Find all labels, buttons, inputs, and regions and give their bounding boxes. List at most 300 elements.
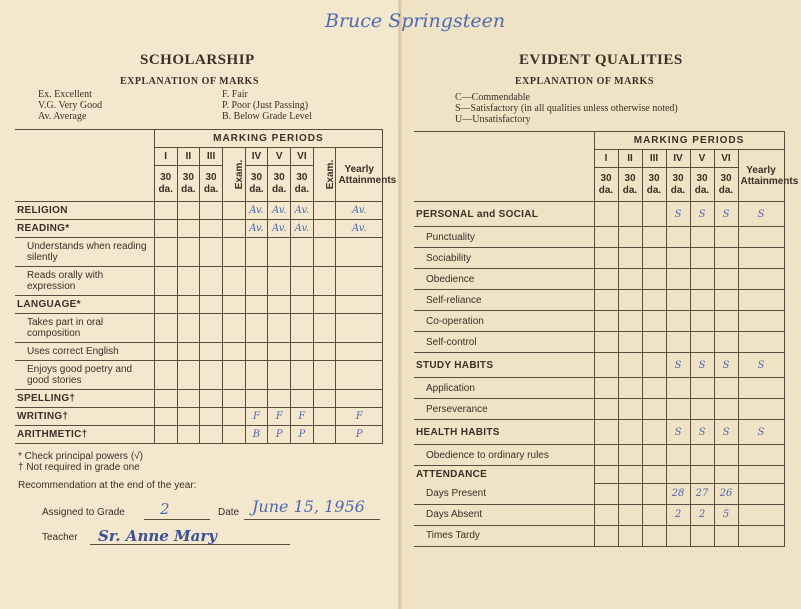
attendance-blank [594, 466, 618, 484]
scholarship-row [15, 314, 383, 343]
mark-yearly [336, 361, 383, 390]
q-mark-iv: S [666, 420, 690, 445]
mark-ii [177, 202, 200, 220]
mark-ii [177, 238, 200, 267]
mark-exam2 [313, 343, 336, 361]
scholarship-key-left: Ex. Excellent V.G. Very Good Av. Average [38, 89, 103, 122]
q-mark-i [594, 378, 618, 399]
mark-vi [291, 267, 314, 296]
mark-iv: Av. [245, 202, 268, 220]
mark-i [154, 202, 177, 220]
days-iii: 30 da. [200, 166, 223, 202]
mark-exam2 [313, 296, 336, 314]
q-mark-iv: S [666, 202, 690, 227]
q-period-vi: VI [714, 150, 738, 168]
subject-label: RELIGION [15, 202, 154, 220]
q-mark-yearly [738, 445, 784, 466]
att-iii [642, 525, 666, 546]
q-mark-v [690, 248, 714, 269]
days-vi: 30 da. [291, 166, 314, 202]
period-i: I [154, 148, 177, 166]
mark-i [154, 390, 177, 408]
subject-label: WRITING† [15, 408, 154, 426]
att-yearly [738, 484, 784, 505]
quality-row [414, 399, 784, 420]
q-mark-ii [618, 332, 642, 353]
q-mark-ii [618, 290, 642, 311]
q-mark-iv [666, 269, 690, 290]
att-ii [618, 484, 642, 505]
attendance-blank [714, 466, 738, 484]
q-mark-v [690, 227, 714, 248]
exam-header: Exam. [222, 148, 245, 202]
att-yearly [738, 525, 784, 546]
quality-row [414, 378, 784, 399]
q-mark-iv [666, 378, 690, 399]
scholarship-row [15, 408, 383, 426]
mark-iv [245, 296, 268, 314]
q-mark-vi [714, 445, 738, 466]
mark-iv [245, 267, 268, 296]
subject-label: Takes part in oral composition [15, 314, 154, 343]
q-mark-vi [714, 332, 738, 353]
assigned-grade-value: 2 [160, 500, 170, 518]
mark-exam1 [222, 408, 245, 426]
quality-row [414, 311, 784, 332]
q-mark-iii [642, 445, 666, 466]
q-mark-ii [618, 353, 642, 378]
days-i: 30 da. [154, 166, 177, 202]
att-iv: 28 [666, 484, 690, 505]
q-mark-yearly [738, 378, 784, 399]
mark-vi [291, 390, 314, 408]
q-mark-iii [642, 378, 666, 399]
q-period-ii: II [618, 150, 642, 168]
mark-exam1 [222, 220, 245, 238]
qualities-key: C—Commendable S—Satisfactory (in all qualities unless otherwise noted) U—Unsatisfactory [455, 92, 678, 125]
scholarship-title: SCHOLARSHIP [140, 52, 255, 68]
scholarship-row [15, 238, 383, 267]
scholarship-row [15, 202, 383, 220]
mark-i [154, 238, 177, 267]
teacher-label: Teacher [42, 532, 78, 543]
q-days-vi: 30 da. [714, 168, 738, 202]
q-mark-yearly: S [738, 420, 784, 445]
scholarship-row [15, 220, 383, 238]
mark-vi [291, 343, 314, 361]
mark-yearly [336, 296, 383, 314]
mark-yearly [336, 267, 383, 296]
q-mark-v [690, 399, 714, 420]
q-mark-yearly [738, 311, 784, 332]
mark-exam2 [313, 314, 336, 343]
att-v: 2 [690, 504, 714, 525]
q-mark-i [594, 445, 618, 466]
q-mark-i [594, 227, 618, 248]
mark-exam2 [313, 202, 336, 220]
mark-vi [291, 314, 314, 343]
quality-row [414, 353, 784, 378]
q-mark-yearly: S [738, 202, 784, 227]
mark-exam1 [222, 296, 245, 314]
qualities-marking-periods: MARKING PERIODS [594, 132, 784, 150]
q-yearly-header: Yearly Attainments [738, 150, 784, 202]
quality-label: STUDY HABITS [414, 353, 594, 378]
q-mark-iii [642, 269, 666, 290]
attendance-blank [738, 466, 784, 484]
q-mark-yearly [738, 399, 784, 420]
mark-iv [245, 343, 268, 361]
attendance-blank [690, 466, 714, 484]
scholarship-row [15, 361, 383, 390]
mark-exam2 [313, 220, 336, 238]
mark-i [154, 408, 177, 426]
mark-v [268, 343, 291, 361]
scholarship-row [15, 426, 383, 444]
q-mark-iv [666, 311, 690, 332]
mark-vi: Av. [291, 202, 314, 220]
mark-iv: F [245, 408, 268, 426]
mark-yearly: Av. [336, 220, 383, 238]
q-mark-vi [714, 290, 738, 311]
mark-iii [200, 426, 223, 444]
q-mark-vi [714, 378, 738, 399]
q-mark-i [594, 332, 618, 353]
period-iv: IV [245, 148, 268, 166]
mark-exam2 [313, 408, 336, 426]
att-i [594, 525, 618, 546]
mark-v [268, 314, 291, 343]
scholarship-marking-periods: MARKING PERIODS [154, 130, 382, 148]
recommendation-label: Recommendation at the end of the year: [18, 480, 197, 491]
date-value: June 15, 1956 [252, 497, 365, 516]
mark-yearly [336, 390, 383, 408]
quality-row [414, 202, 784, 227]
attendance-blank [618, 466, 642, 484]
q-mark-ii [618, 420, 642, 445]
q-mark-vi: S [714, 420, 738, 445]
mark-ii [177, 220, 200, 238]
attendance-label: ATTENDANCE [414, 466, 594, 484]
q-mark-iii [642, 202, 666, 227]
mark-iii [200, 267, 223, 296]
subject-label: READING* [15, 220, 154, 238]
mark-ii [177, 408, 200, 426]
q-mark-vi: S [714, 202, 738, 227]
q-mark-vi [714, 399, 738, 420]
scholarship-key-right: F. Fair P. Poor (Just Passing) B. Below Grade Level [222, 89, 312, 122]
mark-i [154, 220, 177, 238]
quality-row [414, 248, 784, 269]
q-mark-yearly [738, 290, 784, 311]
q-period-iii: III [642, 150, 666, 168]
quality-label: Co-operation [414, 311, 594, 332]
mark-exam1 [222, 343, 245, 361]
period-iii: III [200, 148, 223, 166]
date-line [244, 519, 380, 520]
q-mark-v: S [690, 420, 714, 445]
mark-exam2 [313, 390, 336, 408]
quality-label: Obedience [414, 269, 594, 290]
mark-exam1 [222, 314, 245, 343]
att-ii [618, 525, 642, 546]
days-ii: 30 da. [177, 166, 200, 202]
q-mark-yearly [738, 248, 784, 269]
mark-exam2 [313, 238, 336, 267]
mark-vi [291, 296, 314, 314]
mark-v [268, 267, 291, 296]
attendance-row [414, 504, 784, 525]
subject-label: Understands when reading silently [15, 238, 154, 267]
yearly-header: Yearly Attainments [336, 148, 383, 202]
q-mark-ii [618, 269, 642, 290]
mark-i [154, 343, 177, 361]
q-mark-i [594, 248, 618, 269]
q-mark-vi [714, 227, 738, 248]
mark-i [154, 314, 177, 343]
mark-iii [200, 202, 223, 220]
q-mark-v [690, 290, 714, 311]
quality-label: Self-reliance [414, 290, 594, 311]
mark-ii [177, 296, 200, 314]
days-v: 30 da. [268, 166, 291, 202]
att-i [594, 484, 618, 505]
q-mark-yearly [738, 269, 784, 290]
q-mark-iii [642, 227, 666, 248]
att-v [690, 525, 714, 546]
teacher-value: Sr. Anne Mary [98, 527, 217, 545]
period-vi: VI [291, 148, 314, 166]
q-mark-iii [642, 290, 666, 311]
q-mark-iv [666, 445, 690, 466]
q-mark-v: S [690, 202, 714, 227]
quality-row [414, 227, 784, 248]
q-days-iv: 30 da. [666, 168, 690, 202]
mark-ii [177, 390, 200, 408]
att-iii [642, 484, 666, 505]
q-mark-ii [618, 378, 642, 399]
q-mark-v [690, 332, 714, 353]
mark-exam1 [222, 426, 245, 444]
q-mark-i [594, 311, 618, 332]
mark-iii [200, 220, 223, 238]
quality-label: Punctuality [414, 227, 594, 248]
mark-ii [177, 361, 200, 390]
mark-vi: Av. [291, 220, 314, 238]
q-mark-v [690, 378, 714, 399]
q-mark-ii [618, 227, 642, 248]
page-fold [398, 0, 402, 609]
mark-exam2 [313, 361, 336, 390]
q-period-iv: IV [666, 150, 690, 168]
q-mark-i [594, 353, 618, 378]
days-iv: 30 da. [245, 166, 268, 202]
mark-v [268, 238, 291, 267]
q-days-i: 30 da. [594, 168, 618, 202]
q-mark-v [690, 445, 714, 466]
subject-label: ARITHMETIC† [15, 426, 154, 444]
q-period-v: V [690, 150, 714, 168]
att-yearly [738, 504, 784, 525]
mark-exam1 [222, 238, 245, 267]
q-mark-iv [666, 332, 690, 353]
q-mark-i [594, 420, 618, 445]
q-mark-iii [642, 399, 666, 420]
q-period-i: I [594, 150, 618, 168]
mark-iii [200, 343, 223, 361]
q-mark-yearly [738, 227, 784, 248]
att-iii [642, 504, 666, 525]
q-mark-vi: S [714, 353, 738, 378]
assigned-grade-line [144, 519, 210, 520]
mark-iii [200, 314, 223, 343]
attendance-header-row [414, 466, 784, 484]
mark-iv [245, 238, 268, 267]
scholarship-subtitle: EXPLANATION OF MARKS [120, 76, 259, 87]
q-mark-ii [618, 248, 642, 269]
subject-label: SPELLING† [15, 390, 154, 408]
qualities-subtitle: EXPLANATION OF MARKS [515, 76, 654, 87]
mark-v: Av. [268, 202, 291, 220]
mark-yearly: Av. [336, 202, 383, 220]
q-days-v: 30 da. [690, 168, 714, 202]
exam-header-2: Exam. [313, 148, 336, 202]
quality-row [414, 290, 784, 311]
subject-label: LANGUAGE* [15, 296, 154, 314]
q-mark-ii [618, 399, 642, 420]
q-days-iii: 30 da. [642, 168, 666, 202]
quality-label: Sociability [414, 248, 594, 269]
q-mark-iv [666, 290, 690, 311]
qualities-title: EVIDENT QUALITIES [519, 52, 683, 68]
subject-label: Reads orally with expression [15, 267, 154, 296]
assigned-grade-label: Assigned to Grade [42, 507, 125, 518]
q-mark-iii [642, 248, 666, 269]
note-grade-one: † Not required in grade one [18, 462, 140, 473]
att-vi: 26 [714, 484, 738, 505]
attendance-row [414, 525, 784, 546]
q-mark-iii [642, 420, 666, 445]
mark-iii [200, 390, 223, 408]
mark-v: P [268, 426, 291, 444]
mark-ii [177, 267, 200, 296]
quality-label: Application [414, 378, 594, 399]
att-vi: 5 [714, 504, 738, 525]
q-mark-iii [642, 311, 666, 332]
quality-label: Self-control [414, 332, 594, 353]
mark-i [154, 361, 177, 390]
mark-v [268, 361, 291, 390]
attendance-row [414, 484, 784, 505]
q-mark-vi [714, 311, 738, 332]
q-mark-iii [642, 353, 666, 378]
quality-label: Obedience to ordinary rules [414, 445, 594, 466]
scholarship-row [15, 390, 383, 408]
q-mark-ii [618, 202, 642, 227]
att-v: 27 [690, 484, 714, 505]
quality-label: Perseverance [414, 399, 594, 420]
mark-exam1 [222, 390, 245, 408]
scholarship-row [15, 267, 383, 296]
qualities-header-blank [414, 132, 594, 202]
student-name-signature: Bruce Springsteen [325, 10, 506, 32]
quality-row [414, 445, 784, 466]
quality-row [414, 332, 784, 353]
mark-v [268, 390, 291, 408]
attendance-blank [642, 466, 666, 484]
mark-vi [291, 238, 314, 267]
q-mark-iii [642, 332, 666, 353]
q-days-ii: 30 da. [618, 168, 642, 202]
mark-yearly: F [336, 408, 383, 426]
q-mark-vi [714, 248, 738, 269]
mark-ii [177, 343, 200, 361]
scholarship-row [15, 343, 383, 361]
mark-i [154, 296, 177, 314]
attendance-item-label: Times Tardy [414, 525, 594, 546]
mark-vi: P [291, 426, 314, 444]
mark-ii [177, 426, 200, 444]
attendance-item-label: Days Absent [414, 504, 594, 525]
scholarship-header-blank [15, 130, 154, 202]
mark-exam1 [222, 202, 245, 220]
attendance-blank [666, 466, 690, 484]
mark-v [268, 296, 291, 314]
mark-iii [200, 238, 223, 267]
mark-iv [245, 361, 268, 390]
q-mark-i [594, 290, 618, 311]
att-iv: 2 [666, 504, 690, 525]
quality-row [414, 269, 784, 290]
mark-yearly: P [336, 426, 383, 444]
period-v: V [268, 148, 291, 166]
mark-iv: B [245, 426, 268, 444]
q-mark-yearly [738, 332, 784, 353]
q-mark-i [594, 269, 618, 290]
q-mark-iv [666, 227, 690, 248]
q-mark-v: S [690, 353, 714, 378]
mark-vi: F [291, 408, 314, 426]
attendance-item-label: Days Present [414, 484, 594, 505]
mark-v: Av. [268, 220, 291, 238]
q-mark-i [594, 202, 618, 227]
period-ii: II [177, 148, 200, 166]
mark-exam2 [313, 426, 336, 444]
mark-iii [200, 361, 223, 390]
att-i [594, 504, 618, 525]
scholarship-row [15, 296, 383, 314]
mark-exam1 [222, 361, 245, 390]
mark-yearly [336, 343, 383, 361]
mark-i [154, 426, 177, 444]
mark-iv: Av. [245, 220, 268, 238]
mark-iii [200, 296, 223, 314]
note-principal-powers: * Check principal powers (√) [18, 451, 143, 462]
mark-exam1 [222, 267, 245, 296]
q-mark-ii [618, 311, 642, 332]
mark-vi [291, 361, 314, 390]
att-iv [666, 525, 690, 546]
subject-label: Uses correct English [15, 343, 154, 361]
att-vi [714, 525, 738, 546]
mark-v: F [268, 408, 291, 426]
mark-yearly [336, 314, 383, 343]
q-mark-vi [714, 269, 738, 290]
mark-iv [245, 314, 268, 343]
q-mark-iv: S [666, 353, 690, 378]
q-mark-ii [618, 445, 642, 466]
quality-label: HEALTH HABITS [414, 420, 594, 445]
